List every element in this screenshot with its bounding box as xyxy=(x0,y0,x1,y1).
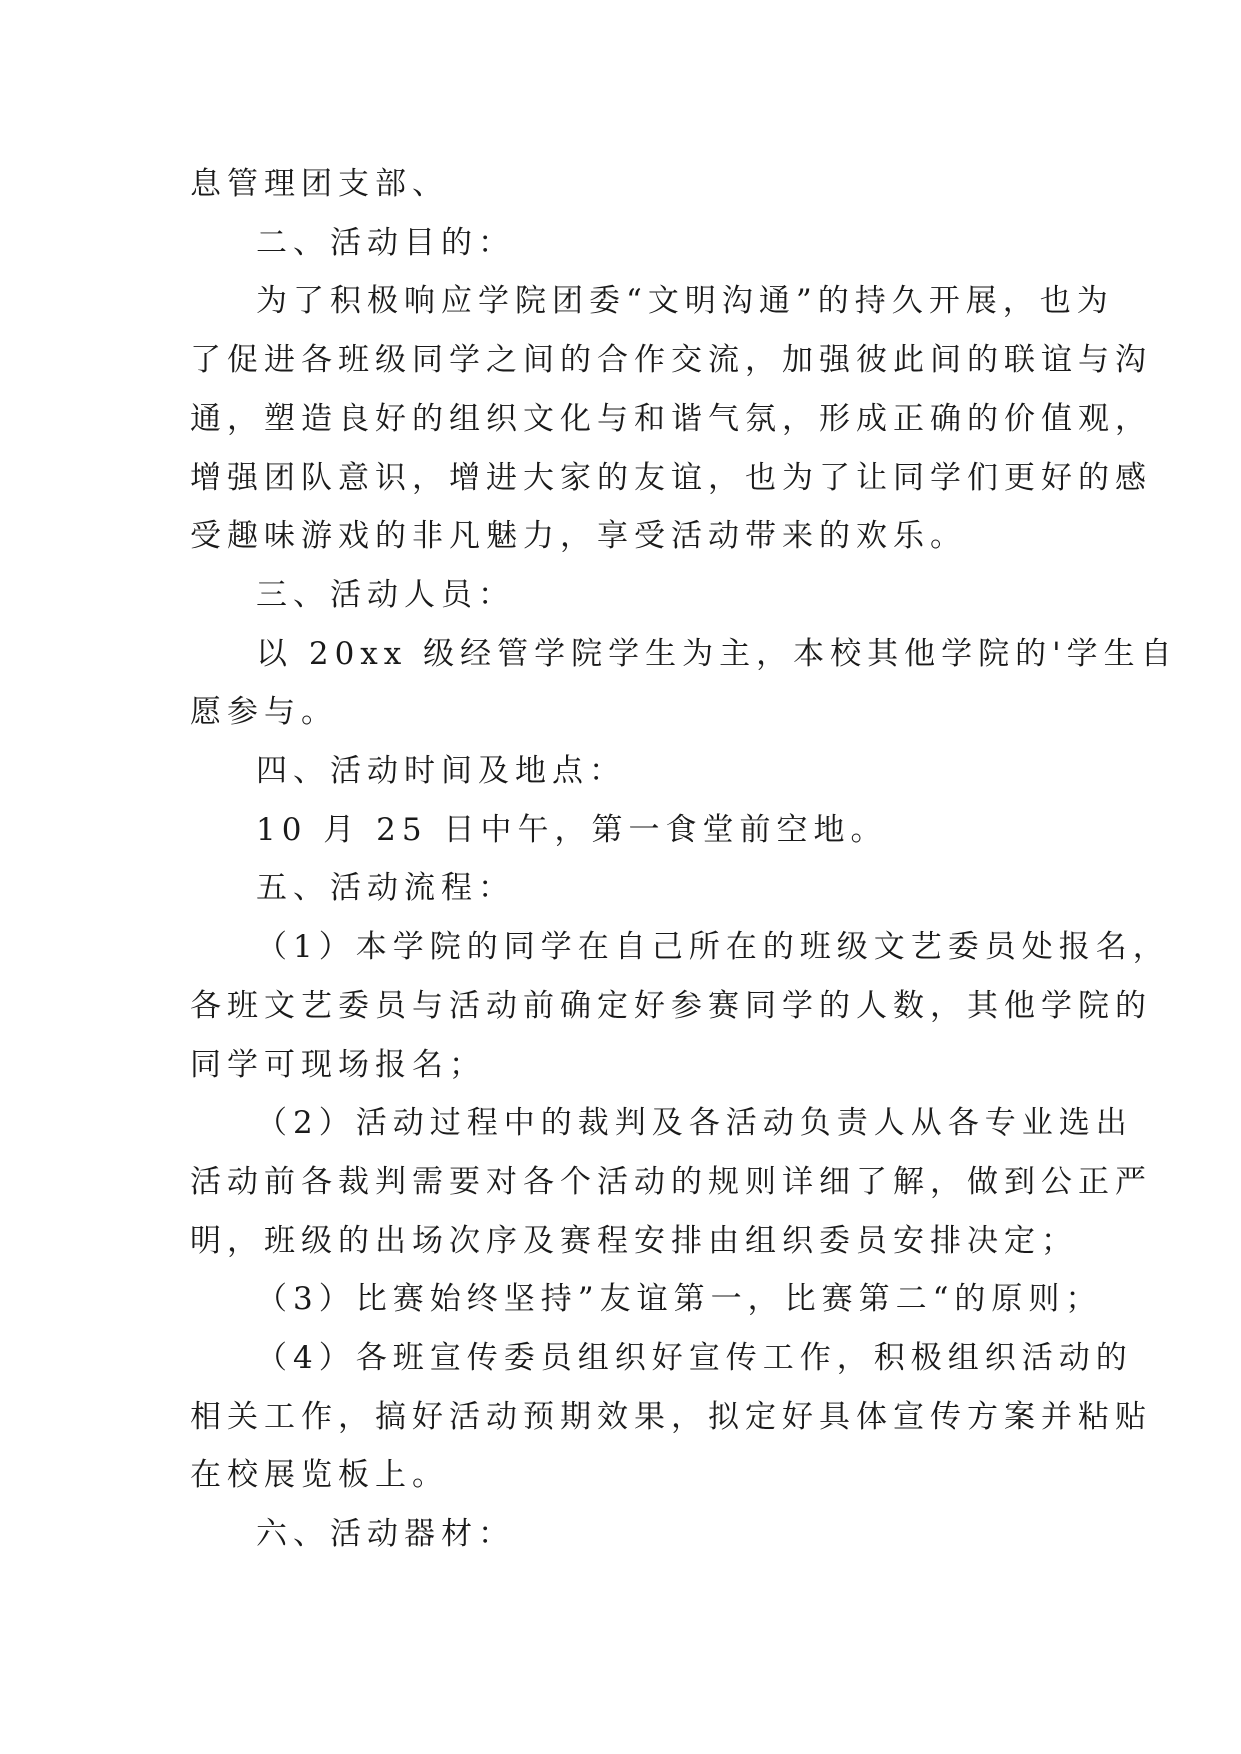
text-line: （1）本学院的同学在自己所在的班级文艺委员处报名， xyxy=(256,929,1170,966)
text-line: 愿参与。 xyxy=(190,694,338,731)
text-line: 明，班级的出场次序及赛程安排由组织委员安排决定； xyxy=(190,1222,1078,1259)
section-heading-participants: 三、活动人员： xyxy=(256,576,515,613)
text-line: 相关工作，搞好活动预期效果，拟定好具体宣传方案并粘贴 xyxy=(190,1398,1152,1435)
text-line: 各班文艺委员与活动前确定好参赛同学的人数，其他学院的 xyxy=(190,987,1152,1024)
text-line: 为了积极响应学院团委“文明沟通”的持久开展，也为 xyxy=(256,283,1114,320)
text-line: 在校展览板上。 xyxy=(190,1457,449,1494)
text-line: 通，塑造良好的组织文化与和谐气氛，形成正确的价值观， xyxy=(190,400,1152,437)
section-heading-time-place: 四、活动时间及地点： xyxy=(256,753,626,790)
text-line: 增强团队意识，增进大家的友谊，也为了让同学们更好的感 xyxy=(190,459,1152,496)
section-heading-equipment: 六、活动器材： xyxy=(256,1516,515,1553)
text-line: （3）比赛始终坚持”友谊第一，比赛第二“的原则； xyxy=(256,1281,1103,1318)
document-body xyxy=(190,155,1178,1564)
text-line: （4）各班宣传委员组织好宣传工作，积极组织活动的 xyxy=(256,1340,1133,1377)
text-line: 了促进各班级同学之间的合作交流，加强彼此间的联谊与沟 xyxy=(190,342,1152,379)
text-line: 活动前各裁判需要对各个活动的规则详细了解，做到公正严 xyxy=(190,1163,1152,1200)
text-line: 息管理团支部、 xyxy=(190,166,449,202)
text-line: （2）活动过程中的裁判及各活动负责人从各专业选出 xyxy=(256,1105,1133,1142)
section-heading-process: 五、活动流程： xyxy=(256,870,515,907)
text-line: 以 20xx 级经管学院学生为主，本校其他学院的'学生自 xyxy=(256,635,1178,672)
text-line: 受趣味游戏的非凡魅力，享受活动带来的欢乐。 xyxy=(190,518,967,555)
text-line: 同学可现场报名； xyxy=(190,1046,486,1083)
text-line: 10 月 25 日中午，第一食堂前空地。 xyxy=(256,811,888,848)
section-heading-purpose: 二、活动目的： xyxy=(256,224,515,261)
